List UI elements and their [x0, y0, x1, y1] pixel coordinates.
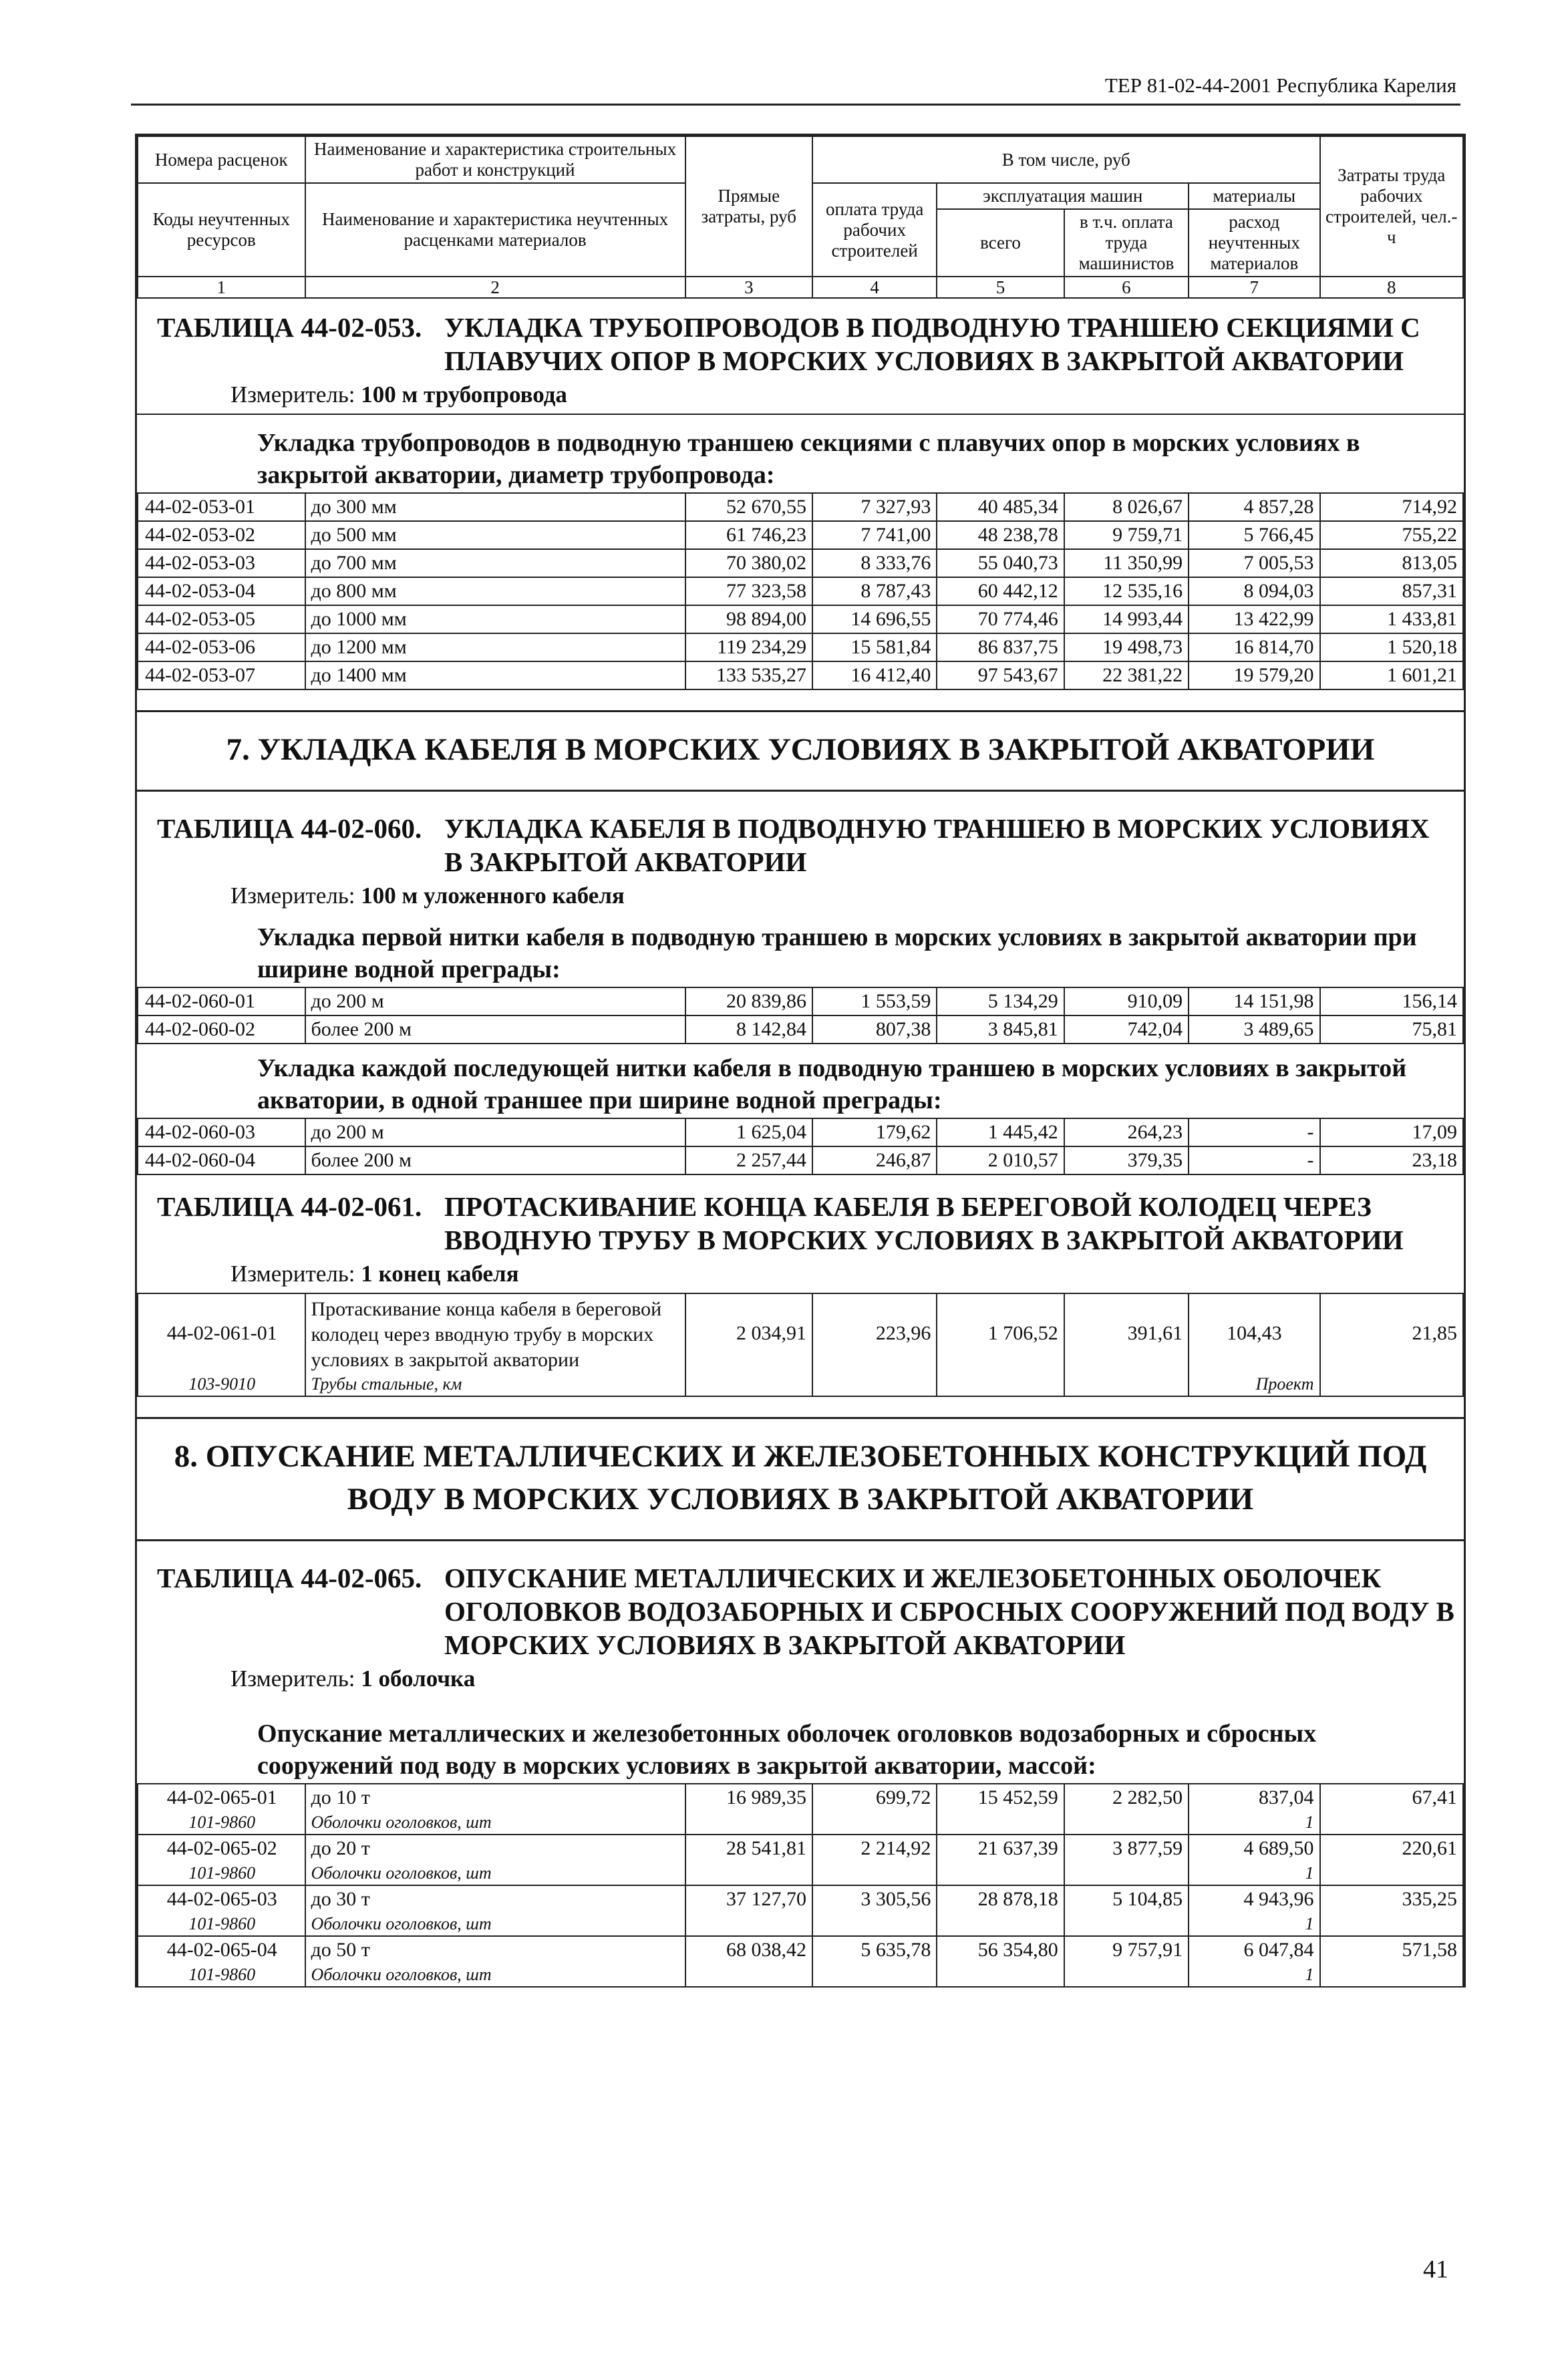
table-label: ТАБЛИЦА 44-02-053.	[157, 312, 422, 343]
measurement-unit	[137, 377, 1464, 414]
operator-pay: 9 757,91	[1064, 1936, 1189, 1963]
group-heading: Укладка первой нитки кабеля в подводную траншею в морских условиях в закрытой акватории при ширине водной преграды:	[257, 923, 1417, 983]
rate-name: до 1200 мм	[305, 633, 685, 661]
rate-code: 44-02-061-01	[138, 1293, 305, 1373]
resource-code: 101-9860	[138, 1913, 305, 1936]
table-row	[138, 1784, 1463, 1811]
rate-name: более 200 м	[305, 1146, 685, 1174]
group-heading: Укладка каждой последующей нитки кабеля в подводную траншею в морских условиях в закрытой акватории, в одной траншее при ширине водной преграды:	[257, 1054, 1407, 1114]
header-resource-codes: Коды неучтенных ресурсов	[138, 183, 305, 277]
resource-consumption: 1	[1189, 1913, 1319, 1936]
rate-name: до 10 т	[305, 1784, 685, 1811]
operator-pay: 14 993,44	[1064, 605, 1189, 633]
operator-pay: 391,61	[1064, 1293, 1189, 1373]
measurement-label: Измеритель:	[230, 1666, 355, 1692]
column-number: 4	[812, 277, 937, 298]
table-row	[138, 633, 1463, 661]
header-operator-pay: в т.ч. оплата труда машинистов	[1064, 209, 1189, 277]
rate-name: до 20 т	[305, 1835, 685, 1862]
column-number: 1	[138, 277, 305, 298]
worker-pay: 7 741,00	[812, 521, 937, 549]
resource-row	[138, 1963, 1463, 1987]
worker-pay: 14 696,55	[812, 605, 937, 633]
direct-costs: 52 670,55	[685, 493, 812, 521]
table-44-02-061-heading	[137, 1175, 1464, 1293]
direct-costs: 8 142,84	[685, 1015, 812, 1044]
column-number: 5	[937, 277, 1064, 298]
measurement-unit	[137, 879, 1464, 915]
header-work-name: Наименование и характеристика строительных работ и конструкций	[305, 136, 685, 183]
labor-costs: 220,61	[1320, 1835, 1463, 1862]
header-rule	[131, 104, 1460, 106]
machines-total: 21 637,39	[937, 1835, 1064, 1862]
materials: 19 579,20	[1189, 661, 1319, 689]
labor-costs: 857,31	[1320, 577, 1463, 605]
column-number: 2	[305, 277, 685, 298]
machines-total: 70 774,46	[937, 605, 1064, 633]
table-row	[138, 577, 1463, 605]
table-label: ТАБЛИЦА 44-02-061.	[157, 1191, 422, 1222]
rate-code: 44-02-065-03	[138, 1885, 305, 1913]
labor-costs: 1 520,18	[1320, 633, 1463, 661]
worker-pay: 16 412,40	[812, 661, 937, 689]
rate-name: до 300 мм	[305, 493, 685, 521]
rate-code: 44-02-065-04	[138, 1936, 305, 1963]
machines-total: 86 837,75	[937, 633, 1064, 661]
labor-costs: 21,85	[1320, 1293, 1463, 1373]
resource-code: 103-9010	[138, 1373, 305, 1396]
worker-pay: 179,62	[812, 1118, 937, 1146]
column-number: 8	[1320, 277, 1463, 298]
header-worker-pay: оплата труда рабочих строителей	[812, 183, 937, 277]
labor-costs: 67,41	[1320, 1784, 1463, 1811]
resource-code: 101-9860	[138, 1963, 305, 1987]
column-number: 6	[1064, 277, 1189, 298]
rate-code: 44-02-060-03	[138, 1118, 305, 1146]
materials: 4 689,50	[1189, 1835, 1319, 1862]
rate-name: до 1400 мм	[305, 661, 685, 689]
materials: 16 814,70	[1189, 633, 1319, 661]
table-row	[138, 661, 1463, 689]
worker-pay: 2 214,92	[812, 1835, 937, 1862]
table-44-02-060-data-2	[137, 1118, 1464, 1175]
measurement-value: 100 м уложенного кабеля	[361, 883, 625, 909]
operator-pay: 8 026,67	[1064, 493, 1189, 521]
materials: 3 489,65	[1189, 1015, 1319, 1044]
direct-costs: 70 380,02	[685, 549, 812, 577]
worker-pay: 15 581,84	[812, 633, 937, 661]
labor-costs: 1 433,81	[1320, 605, 1463, 633]
machines-total: 3 845,81	[937, 1015, 1064, 1044]
table-row	[138, 1936, 1463, 1963]
worker-pay: 5 635,78	[812, 1936, 937, 1963]
table-row	[138, 1015, 1463, 1044]
table-row	[138, 1146, 1463, 1174]
direct-costs: 2 034,91	[685, 1293, 812, 1373]
table-row	[138, 1835, 1463, 1862]
worker-pay: 8 787,43	[812, 577, 937, 605]
direct-costs: 77 323,58	[685, 577, 812, 605]
table-label: ТАБЛИЦА 44-02-065.	[157, 1563, 422, 1593]
document-body	[135, 134, 1466, 1988]
direct-costs: 28 541,81	[685, 1835, 812, 1862]
rate-code: 44-02-053-04	[138, 577, 305, 605]
resource-row	[138, 1373, 1463, 1396]
table-row	[138, 1293, 1463, 1373]
rate-name: до 200 м	[305, 987, 685, 1015]
materials: 7 005,53	[1189, 549, 1319, 577]
rate-code: 44-02-053-02	[138, 521, 305, 549]
machines-total: 56 354,80	[937, 1936, 1064, 1963]
group-heading: Опускание металлических и железобетонных оболочек оголовков водозаборных и сбросных сооружений под воду в морских условиях в закрытой акватории, массой:	[257, 1720, 1317, 1780]
resource-row	[138, 1913, 1463, 1936]
operator-pay: 12 535,16	[1064, 577, 1189, 605]
table-44-02-065-heading	[137, 1539, 1464, 1698]
header-machines-total: всего	[937, 209, 1064, 277]
chapter-7-heading: 7. УКЛАДКА КАБЕЛЯ В МОРСКИХ УСЛОВИЯХ В ЗАКРЫТОЙ АКВАТОРИИ	[137, 710, 1464, 790]
labor-costs: 335,25	[1320, 1885, 1463, 1913]
direct-costs: 2 257,44	[685, 1146, 812, 1174]
table-label: ТАБЛИЦА 44-02-060.	[157, 813, 422, 844]
measurement-value: 100 м трубопровода	[361, 381, 567, 408]
materials: 8 094,03	[1189, 577, 1319, 605]
column-number: 3	[685, 277, 812, 298]
operator-pay: 11 350,99	[1064, 549, 1189, 577]
worker-pay: 8 333,76	[812, 549, 937, 577]
worker-pay: 7 327,93	[812, 493, 937, 521]
materials: 837,04	[1189, 1784, 1319, 1811]
rate-name: Протаскивание конца кабеля в береговой колодец через вводную трубу в морских условиях в закрытой акватории	[305, 1293, 685, 1373]
direct-costs: 1 625,04	[685, 1118, 812, 1146]
column-header-table	[137, 136, 1464, 299]
machines-total: 28 878,18	[937, 1885, 1064, 1913]
table-title: ПРОТАСКИВАНИЕ КОНЦА КАБЕЛЯ В БЕРЕГОВОЙ КОЛОДЕЦ ЧЕРЕЗ ВВОДНУЮ ТРУБУ В МОРСКИХ УСЛОВИЯХ В ЗАКРЫТОЙ АКВАТОРИИ	[444, 1191, 1404, 1255]
measurement-unit	[137, 1257, 1464, 1293]
direct-costs: 20 839,86	[685, 987, 812, 1015]
rate-name: до 500 мм	[305, 521, 685, 549]
labor-costs: 17,09	[1320, 1118, 1463, 1146]
direct-costs: 133 535,27	[685, 661, 812, 689]
machines-total: 2 010,57	[937, 1146, 1064, 1174]
rate-name: более 200 м	[305, 1015, 685, 1044]
header-direct-costs: Прямые затраты, руб	[685, 136, 812, 277]
rate-name: до 50 т	[305, 1936, 685, 1963]
rate-code: 44-02-065-02	[138, 1835, 305, 1862]
direct-costs: 61 746,23	[685, 521, 812, 549]
table-row	[138, 1118, 1463, 1146]
table-44-02-060-data-1	[137, 987, 1464, 1044]
rate-code: 44-02-053-03	[138, 549, 305, 577]
rate-code: 44-02-060-04	[138, 1146, 305, 1174]
worker-pay: 807,38	[812, 1015, 937, 1044]
header-material-consumption: расход неучтенных материалов	[1189, 209, 1319, 277]
rate-name: до 1000 мм	[305, 605, 685, 633]
table-title: УКЛАДКА КАБЕЛЯ В ПОДВОДНУЮ ТРАНШЕЮ В МОРСКИХ УСЛОВИЯХ В ЗАКРЫТОЙ АКВАТОРИИ	[444, 813, 1430, 877]
resource-consumption: Проект	[1189, 1373, 1319, 1396]
table-44-02-053-heading	[137, 299, 1464, 414]
measurement-value: 1 оболочка	[361, 1666, 476, 1692]
operator-pay: 22 381,22	[1064, 661, 1189, 689]
table-row	[138, 521, 1463, 549]
table-row	[138, 1885, 1463, 1913]
resource-name: Оболочки оголовков, шт	[305, 1811, 685, 1835]
materials: 13 422,99	[1189, 605, 1319, 633]
worker-pay: 3 305,56	[812, 1885, 937, 1913]
resource-consumption: 1	[1189, 1811, 1319, 1835]
resource-consumption: 1	[1189, 1963, 1319, 1987]
operator-pay: 3 877,59	[1064, 1835, 1189, 1862]
table-44-02-065-data	[137, 1783, 1464, 1988]
labor-costs: 571,58	[1320, 1936, 1463, 1963]
measurement-label: Измеритель:	[230, 381, 355, 408]
operator-pay: 2 282,50	[1064, 1784, 1189, 1811]
operator-pay: 742,04	[1064, 1015, 1189, 1044]
materials: 14 151,98	[1189, 987, 1319, 1015]
labor-costs: 1 601,21	[1320, 661, 1463, 689]
operator-pay: 264,23	[1064, 1118, 1189, 1146]
resource-name: Трубы стальные, км	[305, 1373, 685, 1396]
resource-row	[138, 1811, 1463, 1835]
direct-costs: 37 127,70	[685, 1885, 812, 1913]
materials: 104,43	[1189, 1293, 1319, 1373]
header-including: В том числе, руб	[812, 136, 1320, 183]
rate-name: до 700 мм	[305, 549, 685, 577]
resource-code: 101-9860	[138, 1862, 305, 1885]
resource-name: Оболочки оголовков, шт	[305, 1862, 685, 1885]
rate-code: 44-02-060-02	[138, 1015, 305, 1044]
worker-pay: 246,87	[812, 1146, 937, 1174]
page-header: ТЕР 81-02-44-2001 Республика Карелия	[1104, 73, 1456, 97]
machines-total: 5 134,29	[937, 987, 1064, 1015]
resource-name: Оболочки оголовков, шт	[305, 1913, 685, 1936]
direct-costs: 68 038,42	[685, 1936, 812, 1963]
resource-row	[138, 1862, 1463, 1885]
labor-costs: 714,92	[1320, 493, 1463, 521]
header-rates-numbers: Номера расценок	[138, 136, 305, 183]
column-number: 7	[1189, 277, 1319, 298]
table-44-02-053-data	[137, 492, 1464, 690]
rate-name: до 800 мм	[305, 577, 685, 605]
machines-total: 15 452,59	[937, 1784, 1064, 1811]
machines-total: 1 706,52	[937, 1293, 1064, 1373]
labor-costs: 813,05	[1320, 549, 1463, 577]
resource-name: Оболочки оголовков, шт	[305, 1963, 685, 1987]
operator-pay: 910,09	[1064, 987, 1189, 1015]
table-title: УКЛАДКА ТРУБОПРОВОДОВ В ПОДВОДНУЮ ТРАНШЕЮ СЕКЦИЯМИ С ПЛАВУЧИХ ОПОР В МОРСКИХ УСЛОВИЯХ В ЗАКРЫТОЙ АКВАТОРИИ	[444, 312, 1420, 376]
table-row	[138, 493, 1463, 521]
resource-code: 101-9860	[138, 1811, 305, 1835]
rate-name: до 30 т	[305, 1885, 685, 1913]
rate-code: 44-02-053-05	[138, 605, 305, 633]
labor-costs: 75,81	[1320, 1015, 1463, 1044]
table-row	[138, 605, 1463, 633]
machines-total: 48 238,78	[937, 521, 1064, 549]
measurement-unit	[137, 1662, 1464, 1698]
rate-code: 44-02-053-06	[138, 633, 305, 661]
chapter-8-heading: 8. ОПУСКАНИЕ МЕТАЛЛИЧЕСКИХ И ЖЕЛЕЗОБЕТОННЫХ КОНСТРУКЦИЙ ПОД ВОДУ В МОРСКИХ УСЛОВИЯХ В ЗАКРЫТОЙ АКВАТОРИИ	[137, 1417, 1464, 1539]
operator-pay: 5 104,85	[1064, 1885, 1189, 1913]
machines-total: 40 485,34	[937, 493, 1064, 521]
page-number: 41	[1423, 2255, 1448, 2283]
labor-costs: 755,22	[1320, 521, 1463, 549]
table-44-02-060-heading	[137, 790, 1464, 915]
rate-code: 44-02-060-01	[138, 987, 305, 1015]
materials: 5 766,45	[1189, 521, 1319, 549]
header-machine-operation: эксплуатация машин	[937, 183, 1189, 209]
header-labor-costs: Затраты труда рабочих строителей, чел.-ч	[1320, 136, 1463, 277]
direct-costs: 16 989,35	[685, 1784, 812, 1811]
machines-total: 97 543,67	[937, 661, 1064, 689]
table-44-02-061-data	[137, 1293, 1464, 1397]
rate-code: 44-02-065-01	[138, 1784, 305, 1811]
labor-costs: 156,14	[1320, 987, 1463, 1015]
header-materials: материалы	[1189, 183, 1319, 209]
rate-name: до 200 м	[305, 1118, 685, 1146]
materials: 4 857,28	[1189, 493, 1319, 521]
worker-pay: 1 553,59	[812, 987, 937, 1015]
group-heading: Укладка трубопроводов в подводную траншею секциями с плавучих опор в морских условиях в закрытой акватории, диаметр трубопровода:	[257, 429, 1360, 489]
worker-pay: 699,72	[812, 1784, 937, 1811]
rate-code: 44-02-053-07	[138, 661, 305, 689]
direct-costs: 98 894,00	[685, 605, 812, 633]
table-row	[138, 987, 1463, 1015]
table-title: ОПУСКАНИЕ МЕТАЛЛИЧЕСКИХ И ЖЕЛЕЗОБЕТОННЫХ ОБОЛОЧЕК ОГОЛОВКОВ ВОДОЗАБОРНЫХ И СБРОСНЫХ СООРУЖЕНИЙ ПОД ВОДУ В МОРСКИХ УСЛОВИЯХ В ЗАКРЫТОЙ АКВАТОРИИ	[444, 1563, 1454, 1660]
measurement-value: 1 конец кабеля	[361, 1261, 519, 1287]
materials: -	[1189, 1146, 1319, 1174]
measurement-label: Измеритель:	[230, 883, 355, 909]
operator-pay: 9 759,71	[1064, 521, 1189, 549]
materials: 4 943,96	[1189, 1885, 1319, 1913]
machines-total: 55 040,73	[937, 549, 1064, 577]
rate-code: 44-02-053-01	[138, 493, 305, 521]
materials: -	[1189, 1118, 1319, 1146]
measurement-label: Измеритель:	[230, 1261, 355, 1287]
header-material-name: Наименование и характеристика неучтенных расценками материалов	[305, 183, 685, 277]
machines-total: 1 445,42	[937, 1118, 1064, 1146]
table-row	[138, 549, 1463, 577]
labor-costs: 23,18	[1320, 1146, 1463, 1174]
resource-consumption: 1	[1189, 1862, 1319, 1885]
machines-total: 60 442,12	[937, 577, 1064, 605]
operator-pay: 19 498,73	[1064, 633, 1189, 661]
materials: 6 047,84	[1189, 1936, 1319, 1963]
worker-pay: 223,96	[812, 1293, 937, 1373]
operator-pay: 379,35	[1064, 1146, 1189, 1174]
direct-costs: 119 234,29	[685, 633, 812, 661]
